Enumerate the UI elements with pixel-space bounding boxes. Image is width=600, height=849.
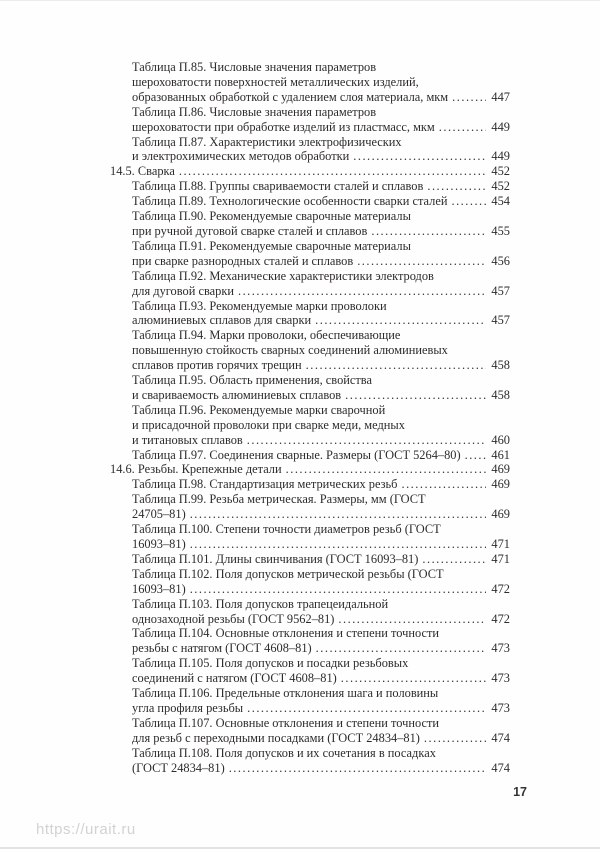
toc-line-text: и присадочной проволоки при сварке меди, медных xyxy=(132,417,405,432)
toc-line xyxy=(132,328,510,343)
toc-line xyxy=(132,90,510,105)
toc-line xyxy=(132,701,510,716)
toc-line-text: Таблица П.95. Область применения, свойства xyxy=(132,373,372,388)
toc-page-number: 449 xyxy=(491,119,510,134)
toc-table-entry xyxy=(110,716,510,746)
toc-line xyxy=(132,120,510,135)
page-top-edge xyxy=(0,0,600,1)
toc-line xyxy=(132,105,510,120)
toc-line-text: Таблица П.101. Длины свинчивания (ГОСТ 16093–81) xyxy=(132,551,419,566)
toc-line xyxy=(132,746,510,761)
watermark-url: https://urait.ru xyxy=(36,821,136,838)
toc-page-number: 456 xyxy=(491,253,510,268)
toc-line xyxy=(132,239,510,254)
toc-table-entry xyxy=(110,403,510,448)
toc-line-text: 14.5. Сварка xyxy=(110,164,175,179)
toc-line xyxy=(110,164,510,179)
toc-line xyxy=(132,403,510,418)
toc-line xyxy=(132,269,510,284)
toc-page-number: 458 xyxy=(491,387,510,402)
dot-leader xyxy=(357,254,486,269)
dot-leader xyxy=(439,120,487,135)
toc-line xyxy=(132,492,510,507)
dot-leader xyxy=(338,612,486,627)
toc-line-text: резьбы с натягом (ГОСТ 4608–81) xyxy=(132,641,312,656)
toc-line xyxy=(132,224,510,239)
toc-table-entry xyxy=(110,746,510,776)
toc-line xyxy=(132,612,510,627)
toc-line xyxy=(132,567,510,582)
toc-table-entry xyxy=(110,209,510,239)
dot-leader xyxy=(190,507,487,522)
dot-leader xyxy=(179,164,487,179)
toc-table-entry xyxy=(110,373,510,403)
toc-line-text: алюминиевых сплавов для сварки xyxy=(132,313,312,328)
toc-table-entry xyxy=(110,686,510,716)
toc-page-number: 449 xyxy=(491,149,510,164)
toc-table-entry xyxy=(110,135,510,165)
toc-line-text: Таблица П.108. Поля допусков и их сочетания в посадках xyxy=(132,745,436,760)
toc-section-entry xyxy=(110,462,510,477)
toc-table-entry xyxy=(110,299,510,329)
dot-leader xyxy=(424,731,486,746)
toc-line-text: однозаходной резьбы (ГОСТ 9562–81) xyxy=(132,611,335,626)
toc-line-text: при ручной дуговой сварке сталей и сплавов xyxy=(132,223,368,238)
toc-table-entry xyxy=(110,179,510,194)
toc-page-number: 455 xyxy=(491,223,510,238)
toc-line-text: и свариваемость алюминиевых сплавов xyxy=(132,387,342,402)
page-number-folio: 17 xyxy=(513,785,527,799)
toc-line-text: Таблица П.105. Поля допусков и посадки резьбовых xyxy=(132,656,409,671)
toc-line-text: Таблица П.99. Резьба метрическая. Размеры, мм (ГОСТ xyxy=(132,492,426,507)
toc-table-entry xyxy=(110,328,510,373)
dot-leader xyxy=(353,149,486,164)
dot-leader xyxy=(306,358,487,373)
toc-line-text: (ГОСТ 24834–81) xyxy=(132,760,225,775)
toc-page-number: 461 xyxy=(491,447,510,462)
toc-line-text: 14.6. Резьбы. Крепежные детали xyxy=(110,462,282,477)
toc-line-text: для дуговой сварки xyxy=(132,283,234,298)
toc-page-number: 471 xyxy=(491,537,510,551)
toc-line xyxy=(132,135,510,150)
toc-table-entry xyxy=(110,492,510,522)
toc-line xyxy=(132,522,510,537)
toc-page-number: 473 xyxy=(491,671,510,686)
toc-line-text: Таблица П.102. Поля допусков метрической резьбы (ГОСТ xyxy=(132,566,444,581)
dot-leader xyxy=(238,284,486,299)
toc-line-text: образованных обработкой с удалением слоя материала, мкм xyxy=(132,89,449,104)
toc-line xyxy=(132,626,510,641)
toc-page-number: 452 xyxy=(491,179,510,194)
toc-line xyxy=(132,537,510,552)
toc-line-text: повышенную стойкость сварных соединений алюминиевых xyxy=(132,343,448,358)
toc-page-number: 458 xyxy=(491,358,510,373)
toc-line-text: 16093–81) xyxy=(132,581,186,596)
toc-line xyxy=(132,448,510,463)
toc-table-entry xyxy=(110,194,510,209)
dot-leader xyxy=(229,761,487,776)
toc-line xyxy=(132,179,510,194)
dot-leader xyxy=(401,477,486,492)
toc-line xyxy=(132,477,510,492)
dot-leader xyxy=(371,224,486,239)
toc-line xyxy=(132,209,510,224)
toc-line-text: Таблица П.86. Числовые значения параметров xyxy=(132,104,377,119)
toc-page-number: 474 xyxy=(491,760,510,775)
toc-table-entry xyxy=(110,477,510,492)
toc-line xyxy=(132,761,510,776)
toc-page-number: 474 xyxy=(491,730,510,745)
toc-line-text: Таблица П.103. Поля допусков трапецеидальной xyxy=(132,596,389,611)
toc-page-number: 460 xyxy=(491,432,510,447)
toc-page-number: 447 xyxy=(491,89,510,104)
toc-line-text: Таблица П.92. Механические характеристики электродов xyxy=(132,268,434,283)
dot-leader xyxy=(316,641,487,656)
toc-table-entry xyxy=(110,105,510,135)
toc-line xyxy=(132,60,510,75)
toc-line xyxy=(132,582,510,597)
toc-table-entry xyxy=(110,597,510,627)
toc-line xyxy=(132,597,510,612)
toc-line xyxy=(132,671,510,686)
toc-line-text: Таблица П.87. Характеристики электрофизических xyxy=(132,134,402,149)
toc-line-text: шероховатости поверхностей металлических изделий, xyxy=(132,74,419,89)
toc-page-number: 454 xyxy=(491,194,510,209)
dot-leader xyxy=(315,313,486,328)
toc-line xyxy=(132,149,510,164)
toc-line-text: угла профиля резьбы xyxy=(132,700,244,715)
toc-line xyxy=(132,686,510,701)
dot-leader xyxy=(190,537,487,552)
dot-leader xyxy=(452,90,486,105)
toc-line-text: Таблица П.91. Рекомендуемые сварочные материалы xyxy=(132,238,411,253)
dot-leader xyxy=(341,671,487,686)
toc-table-entry xyxy=(110,626,510,656)
toc-line-text: Таблица П.85. Числовые значения параметров xyxy=(132,60,377,74)
toc-page-number: 452 xyxy=(491,164,510,179)
dot-leader xyxy=(286,462,487,477)
toc-line-text: и электрохимических методов обработки xyxy=(132,149,350,164)
toc-table-entry xyxy=(110,552,510,567)
toc-line-text: сплавов против горячих трещин xyxy=(132,358,302,373)
toc-page-number: 473 xyxy=(491,641,510,656)
toc-page-number: 457 xyxy=(491,313,510,328)
dot-leader xyxy=(345,388,486,403)
toc-line-text: Таблица П.104. Основные отклонения и степени точности xyxy=(132,626,440,641)
toc-table-entry xyxy=(110,656,510,686)
toc-line-text: Таблица П.107. Основные отклонения и степени точности xyxy=(132,715,440,730)
toc-table-entry xyxy=(110,269,510,299)
toc-line-text: 16093–81) xyxy=(132,537,186,551)
toc-page-number: 469 xyxy=(491,507,510,522)
toc-line-text: шероховатости при обработке изделий из пластмасс, мкм xyxy=(132,119,435,134)
toc-line-text: Таблица П.97. Соединения сварные. Размеры (ГОСТ 5264–80) xyxy=(132,447,461,462)
toc-page-number: 457 xyxy=(491,283,510,298)
toc-line xyxy=(132,433,510,448)
dot-leader xyxy=(190,582,487,597)
toc-table-entry xyxy=(110,239,510,269)
toc-line xyxy=(132,343,510,358)
toc-line-text: при сварке разнородных сталей и сплавов xyxy=(132,253,354,268)
toc-section-entry xyxy=(110,164,510,179)
toc-line xyxy=(132,313,510,328)
toc-line-text: и титановых сплавов xyxy=(132,432,243,447)
toc-line xyxy=(132,418,510,433)
toc-page-number: 469 xyxy=(491,462,510,477)
toc-table-entry xyxy=(110,448,510,463)
toc-page-number: 473 xyxy=(491,700,510,715)
table-of-contents xyxy=(110,60,510,776)
toc-line-text: соединений с натягом (ГОСТ 4608–81) xyxy=(132,671,337,686)
toc-line-text: Таблица П.94. Марки проволоки, обеспечивающие xyxy=(132,328,401,343)
toc-page-number: 472 xyxy=(491,581,510,596)
toc-line-text: Таблица П.90. Рекомендуемые сварочные материалы xyxy=(132,209,411,224)
toc-line xyxy=(132,299,510,314)
toc-line-text: для резьб с переходными посадками (ГОСТ 24834–81) xyxy=(132,730,420,745)
toc-line-text: Таблица П.88. Группы свариваемости сталей и сплавов xyxy=(132,179,424,194)
toc-table-entry xyxy=(110,522,510,552)
toc-line-text: Таблица П.96. Рекомендуемые марки сварочной xyxy=(132,402,386,417)
toc-line xyxy=(132,194,510,209)
toc-line xyxy=(132,254,510,269)
toc-line xyxy=(132,388,510,403)
toc-table-entry xyxy=(110,60,510,105)
toc-table-entry xyxy=(110,567,510,597)
toc-line xyxy=(132,373,510,388)
dot-leader xyxy=(247,433,487,448)
toc-line xyxy=(110,462,510,477)
toc-line xyxy=(132,552,510,567)
toc-line-text: Таблица П.93. Рекомендуемые марки проволоки xyxy=(132,298,387,313)
dot-leader xyxy=(422,552,486,567)
toc-line xyxy=(132,507,510,522)
toc-line xyxy=(132,641,510,656)
toc-line xyxy=(132,358,510,373)
toc-line xyxy=(132,716,510,731)
toc-line-text: Таблица П.106. Предельные отклонения шага и половины xyxy=(132,686,439,701)
toc-page-number: 471 xyxy=(491,551,510,566)
toc-line-text: Таблица П.98. Стандартизация метрических резьб xyxy=(132,477,398,492)
toc-line xyxy=(132,284,510,299)
toc-line xyxy=(132,731,510,746)
toc-line-text: Таблица П.89. Технологические особенности сварки сталей xyxy=(132,194,448,209)
toc-line xyxy=(132,75,510,90)
toc-line xyxy=(132,656,510,671)
dot-leader xyxy=(451,194,486,209)
toc-line-text: 24705–81) xyxy=(132,507,186,522)
dot-leader xyxy=(465,448,487,463)
dot-leader xyxy=(247,701,486,716)
toc-page-number: 469 xyxy=(491,477,510,492)
toc-page-number: 472 xyxy=(491,611,510,626)
toc-line-text: Таблица П.100. Степени точности диаметров резьб (ГОСТ xyxy=(132,522,441,537)
dot-leader xyxy=(427,179,486,194)
